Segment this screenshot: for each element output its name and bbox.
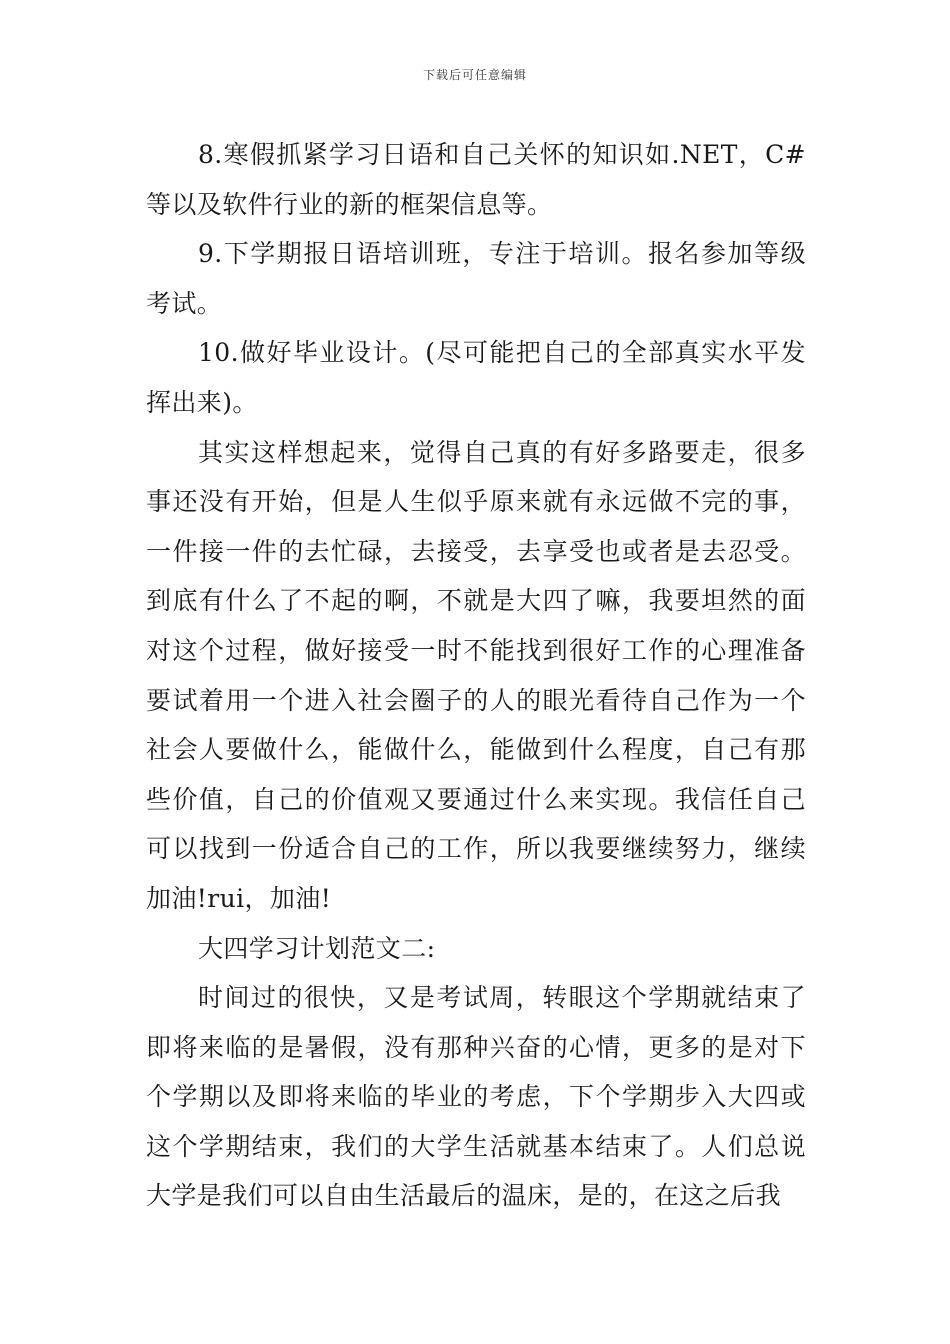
page-header: 下载后可任意编辑 — [422, 68, 527, 82]
paragraph-sample-two: 时间过的很快，又是考试周，转眼这个学期就结束了即将来临的是暑假，没有那种兴奋的心情，更多的是对下个学期以及即将来临的毕业的考虑，下个学期步入大四或这个学期结束，我们的大学生活就基本结束了。人们总说大学是我们可以自由生活最后的温床，是的，在这之后我 — [146, 983, 806, 1211]
paragraph-item-10: 10.做好毕业设计。(尽可能把自己的全部真实水平发挥出来)。 — [146, 338, 806, 417]
section-heading: 大四学习计划范文二: — [198, 933, 436, 963]
document-body — [146, 130, 806, 1221]
paragraph-reflection: 其实这样想起来，觉得自己真的有好多路要走，很多事还没有开始，但是人生似乎原来就有永远做不完的事，一件接一件的去忙碌，去接受，去享受也或者是去忍受。到底有什么了不起的啊，不就是大四了嘛，我要坦然的面对这个过程，做好接受一时不能找到很好工作的心理准备要试着用一个进入社会圈子的人的眼光看待自己作为一个社会人要做什么，能做什么，能做到什么程度，自己有那些价值，自己的价值观又要通过什么来实现。我信任自己可以找到一份适合自己的工作，所以我要继续努力，继续加油!rui，加油! — [146, 437, 806, 913]
paragraph-item-9: 9.下学期报日语培训班，专注于培训。报名参加等级考试。 — [146, 239, 806, 318]
paragraph-item-8: 8.寒假抓紧学习日语和自己关怀的知识如.NET，C#等以及软件行业的新的框架信息等。 — [146, 140, 806, 219]
